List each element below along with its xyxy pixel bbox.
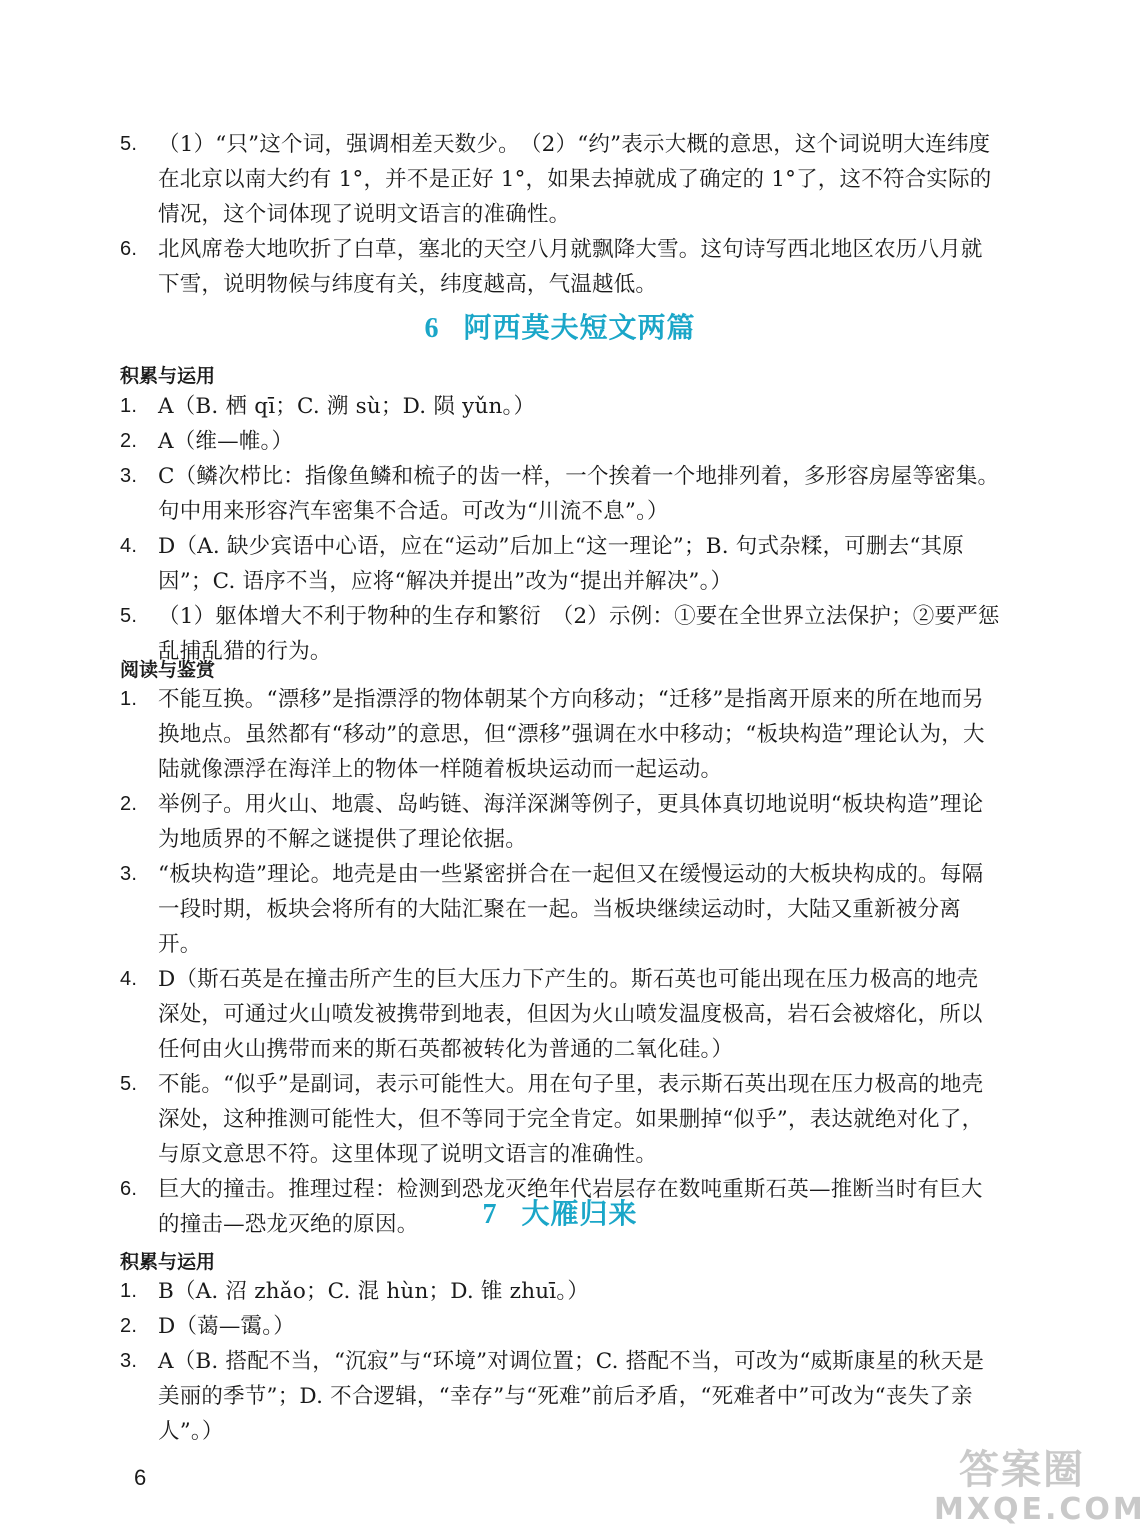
answer-item <box>120 857 1000 962</box>
answer-item <box>120 599 1000 669</box>
section-7-accumulation-answers <box>120 1274 1000 1449</box>
item-text: A（维—帷。） <box>158 429 294 454</box>
intro-answers <box>120 127 1000 302</box>
item-number: 2. <box>120 1315 138 1337</box>
section-6-title <box>120 306 1000 346</box>
answer-item <box>120 682 1000 787</box>
answer-item <box>120 1309 1000 1344</box>
answer-item <box>120 232 1000 302</box>
item-number: 1. <box>120 395 138 417</box>
item-text: 巨大的撞击。推理过程：检测到恐龙灭绝年代岩层存在数吨重斯石英—推断当时有巨大的撞击—恐龙灭绝的原因。 <box>158 1177 983 1237</box>
answer-item <box>120 424 1000 459</box>
item-text: （1）“只”这个词，强调相差天数少。 （2）“约”表示大概的意思，这个词说明大连纬度在北京以南大约有 1°，并不是正好 1°，如果去掉就成了确定的 1°了，这不符合实际的情况，这个词体现了说明文语言的准确性。 <box>158 132 992 227</box>
item-text: “板块构造”理论。地壳是由一些紧密拼合在一起但又在缓慢运动的大板块构成的。每隔一段时期，板块会将所有的大陆汇聚在一起。当板块继续运动时，大陆又重新被分离开。 <box>158 862 984 957</box>
item-text: D（蔼—霭。） <box>158 1314 295 1339</box>
item-number: 6. <box>120 1178 138 1200</box>
item-number: 6. <box>120 238 138 260</box>
item-number: 4. <box>120 535 138 557</box>
section-6-accumulation-answers <box>120 389 1000 669</box>
section-number: 7 <box>482 1199 498 1230</box>
item-number: 2. <box>120 793 138 815</box>
item-text: 举例子。用火山、地震、岛屿链、海洋深渊等例子，更具体真切地说明“板块构造”理论为地质界的不解之谜提供了理论依据。 <box>158 792 984 852</box>
answer-item <box>120 1067 1000 1172</box>
answer-item <box>120 127 1000 232</box>
item-text: 不能互换。“漂移”是指漂浮的物体朝某个方向移动；“迁移”是指离开原来的所在地而另换地点。虽然都有“移动”的意思，但“漂移”强调在水中移动；“板块构造”理论认为，大陆就像漂浮在海洋上的物体一样随着板块运动而一起运动。 <box>158 687 985 782</box>
section-title-text: 大雁归来 <box>521 1197 638 1230</box>
answer-item <box>120 962 1000 1067</box>
item-number: 4. <box>120 968 138 990</box>
answer-item <box>120 529 1000 599</box>
item-text: 北风席卷大地吹折了白草，塞北的天空八月就飘降大雪。这句诗写西北地区农历八月就下雪，说明物候与纬度有关，纬度越高，气温越低。 <box>158 237 983 297</box>
item-number: 3. <box>120 863 138 885</box>
item-number: 1. <box>120 688 138 710</box>
section-title-text: 阿西莫夫短文两篇 <box>463 311 696 344</box>
section-number: 6 <box>424 313 440 344</box>
item-text: 不能。“似乎”是副词，表示可能性大。用在句子里，表示斯石英出现在压力极高的地壳深处，这种推测可能性大，但不等同于完全肯定。如果删掉“似乎”，表达就绝对化了，与原文意思不符。这里体现了说明文语言的准确性。 <box>158 1072 984 1167</box>
watermark-bottom-text: MXQE.COM <box>934 1492 1146 1527</box>
item-number: 1. <box>120 1280 138 1302</box>
subhead-reading: 阅读与鉴赏 <box>120 659 216 681</box>
item-text: A（B. 搭配不当，“沉寂”与“环境”对调位置；C. 搭配不当，可改为“威斯康星的秋天是美丽的季节”；D. 不合逻辑，“幸存”与“死难”前后矛盾，“死难者中”可改为“丧失了亲人”。） <box>158 1349 985 1444</box>
watermark-top-text: 答案圈 <box>959 1447 1085 1493</box>
item-text: D（A. 缺少宾语中心语，应在“运动”后加上“这一理论”；B. 句式杂糅，可删去“其原因”；C. 语序不当，应将“解决并提出”改为“提出并解决”。） <box>158 534 964 594</box>
item-number: 3. <box>120 1350 138 1372</box>
answer-item <box>120 459 1000 529</box>
answer-item <box>120 787 1000 857</box>
answer-item <box>120 1344 1000 1449</box>
item-text: A（B. 栖 qī；C. 溯 sù；D. 陨 yǔn。） <box>158 394 536 419</box>
item-text: D（斯石英是在撞击所产生的巨大压力下产生的。斯石英也可能出现在压力极高的地壳深处，可通过火山喷发被携带到地表，但因为火山喷发温度极高，岩石会被熔化，所以任何由火山携带而来的斯石英都被转化为普通的二氧化硅。） <box>158 967 983 1062</box>
item-text: （1）躯体增大不利于物种的生存和繁衍 （2）示例：①要在全世界立法保护；②要严惩乱捕乱猎的行为。 <box>158 604 1000 664</box>
page-number: 6 <box>134 1465 147 1490</box>
section-7-title <box>120 1192 1000 1232</box>
section-6-reading-answers <box>120 682 1000 1242</box>
item-number: 5. <box>120 605 138 627</box>
subhead-accumulation: 积累与运用 <box>120 1251 216 1273</box>
answer-item <box>120 389 1000 424</box>
subhead-accumulation: 积累与运用 <box>120 365 216 387</box>
item-text: C（鳞次栉比：指像鱼鳞和梳子的齿一样，一个挨着一个地排列着，多形容房屋等密集。句中用来形容汽车密集不合适。可改为“川流不息”。） <box>158 464 1000 524</box>
item-number: 5. <box>120 133 138 155</box>
item-number: 2. <box>120 430 138 452</box>
item-number: 5. <box>120 1073 138 1095</box>
item-number: 3. <box>120 465 138 487</box>
item-text: B（A. 沼 zhǎo；C. 混 hùn；D. 锥 zhuī。） <box>158 1279 590 1304</box>
answer-item <box>120 1274 1000 1309</box>
watermark-logo <box>934 1438 1146 1530</box>
